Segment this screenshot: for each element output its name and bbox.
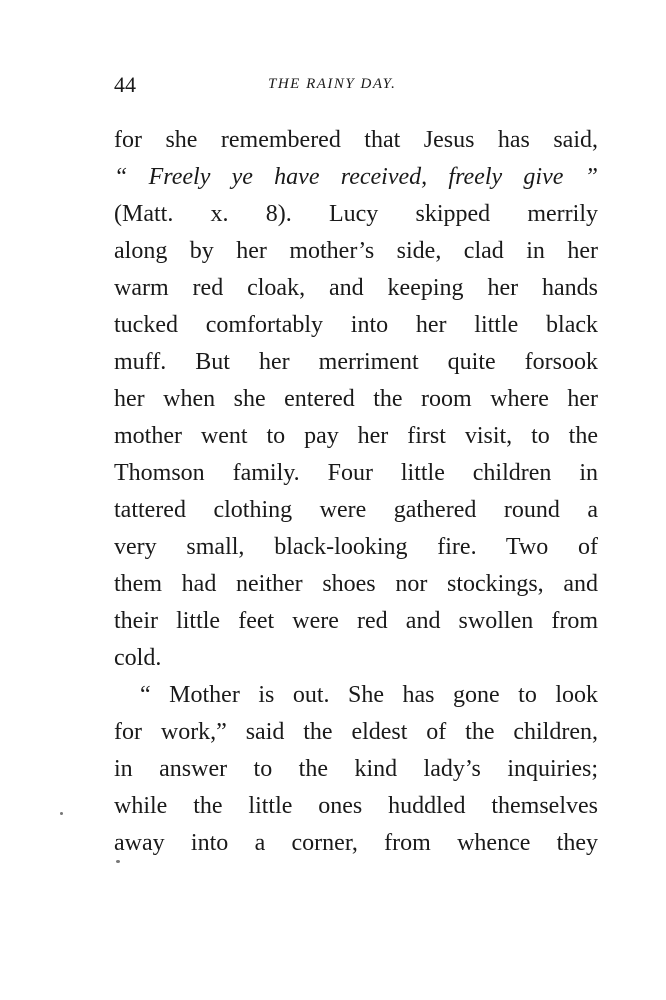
page-number: 44 (114, 72, 136, 97)
text-line: in answer to the kind lady’s inquiries; (114, 756, 598, 782)
text-line: for work,” said the eldest of the children, (114, 719, 598, 745)
text-line: for she remembered that Jesus has said, (114, 127, 598, 153)
text-line: (Matt. x. 8). Lucy skipped merrily (114, 201, 598, 227)
text-line: Thomson family. Four little children in (114, 460, 598, 486)
paper-speck (116, 860, 120, 863)
text-line: tattered clothing were gathered round a (114, 497, 598, 523)
paper-speck (60, 812, 63, 815)
text-line-paragraph-start: “ Mother is out. She has gone to look (140, 682, 598, 708)
text-line: warm red cloak, and keeping her hands (114, 275, 598, 301)
text-line: away into a corner, from whence they (114, 830, 598, 856)
text-line: mother went to pay her first visit, to the (114, 423, 598, 449)
text-line: her when she entered the room where her (114, 386, 598, 412)
text-line: while the little ones huddled themselves (114, 793, 598, 819)
text-line: very small, black-looking fire. Two of (114, 534, 598, 560)
text-line: along by her mother’s side, clad in her (114, 238, 598, 264)
page-header (114, 72, 596, 102)
running-head: THE RAINY DAY. (268, 76, 397, 92)
text-line: tucked comfortably into her little black (114, 312, 598, 338)
text-line: their little feet were red and swollen from (114, 608, 598, 634)
text-line-quotation: “ Freely ye have received, freely give ” (114, 164, 598, 190)
text-line: them had neither shoes nor stockings, and (114, 571, 598, 597)
text-line: muff. But her merriment quite forsook (114, 349, 598, 375)
body-text (114, 122, 598, 862)
text-line-paragraph-end: cold. (114, 645, 162, 671)
